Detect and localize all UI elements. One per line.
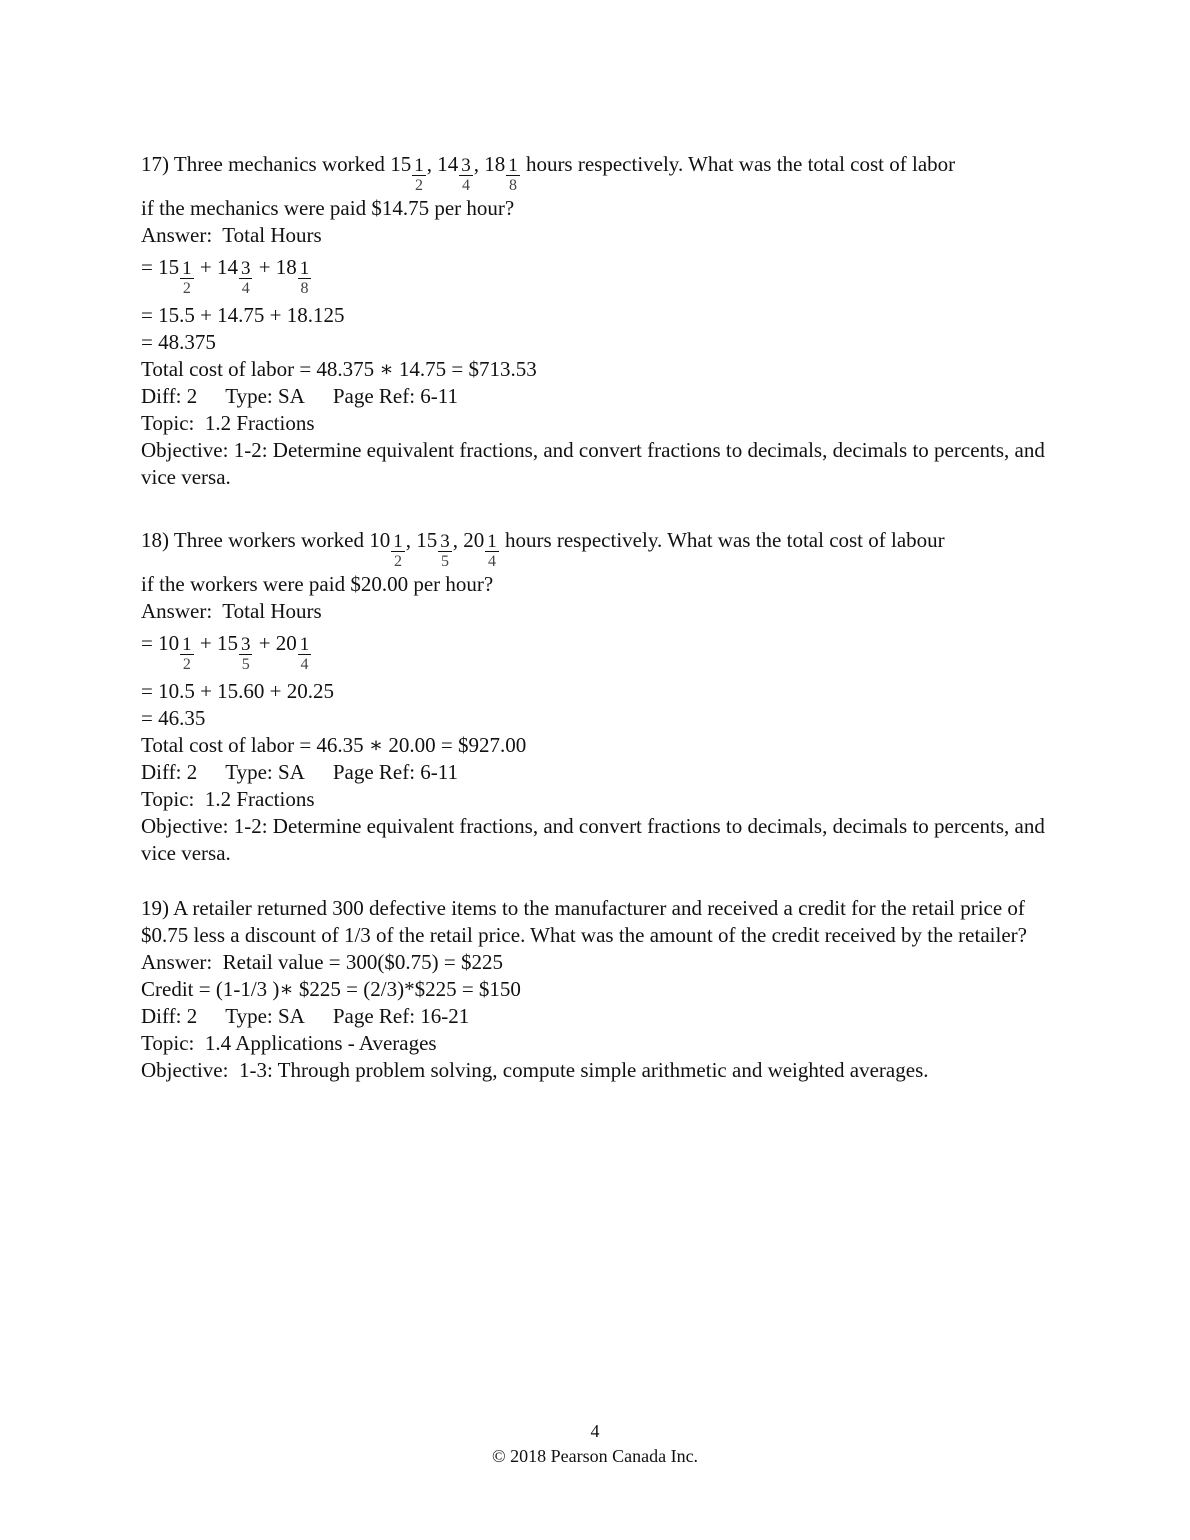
objective-line: Objective: 1-3: Through problem solving, compute simple arithmetic and weighted averages. [141,1058,929,1082]
answer-line: Answer: Retail value = 300($0.75) = $225 [141,950,503,974]
step-cost: Total cost of labor = 48.375 ∗ 14.75 = $713.53 [141,357,537,381]
fraction: $\frac{1}{2}$ [182,634,192,673]
question-17-line2: if the mechanics were paid $14.75 per hour? [141,196,515,220]
fraction: $\frac{1}{4}$ [299,634,310,673]
fraction: $\frac{3}{4}$ [461,155,471,194]
step-total: = 46.35 [141,706,206,730]
fraction: $\frac{1}{2}$ [182,258,192,297]
fraction: $\frac{3}{4}$ [240,258,251,297]
meta-line: Diff: 2 Type: SA Page Ref: 6-11 [141,760,459,784]
question-18 [141,514,1061,867]
objective-line: Objective: 1-2: Determine equivalent fractions, and convert fractions to decimals, decimals to percents, and vice versa. [141,438,1045,489]
question-19-stem: 19) A retailer returned 300 defective items to the manufacturer and received a credit for the retail price of $0.75 less a discount of 1/3 of the retail price. What was the amount of the credit received by the retailer? [141,896,1027,947]
answer-label: Answer: Total Hours [141,599,322,623]
topic-line: Topic: 1.2 Fractions [141,411,315,435]
question-18-line2: if the workers were paid $20.00 per hour? [141,572,494,596]
fraction: $\frac{3}{5}$ [440,531,450,570]
credit-line: Credit = (1-1/3 )∗ $225 = (2/3)*$225 = $150 [141,977,521,1001]
step-decimal: = 15.5 + 14.75 + 18.125 [141,303,345,327]
question-19 [141,895,1056,1084]
step-decimal: = 10.5 + 15.60 + 20.25 [141,679,335,703]
meta-line: Diff: 2 Type: SA Page Ref: 6-11 [141,384,459,408]
question-18-stem: 18) Three workers worked 10 $\frac{1}{2}$ , 15 $\frac{3}{5}$ , 20 $\frac{1}{4}$ hours respectively. What was the total cost of labour [141,527,945,570]
step-total: = 48.375 [141,330,216,354]
fraction: $\frac{1}{8}$ [508,155,518,194]
answer-label: Answer: Total Hours [141,223,322,247]
fraction: $\frac{1}{4}$ [487,531,497,570]
fraction: $\frac{1}{8}$ [299,258,310,297]
question-17-stem: 17) Three mechanics worked 15 $\frac{1}{2}$ , 14 $\frac{3}{4}$ , 18 $\frac{1}{8}$ hours respectively. What was the total cost of labor [141,151,956,194]
page-number: 4 [590,1421,600,1441]
meta-line: Diff: 2 Type: SA Page Ref: 16-21 [141,1004,470,1028]
fraction: $\frac{1}{2}$ [414,155,424,194]
hours-sum-fractions: = 10 $\frac{1}{2}$ + 15 $\frac{3}{5}$ + 20 $\frac{1}{4}$ [141,630,310,673]
objective-line: Objective: 1-2: Determine equivalent fractions, and convert fractions to decimals, decimals to percents, and vice versa. [141,814,1045,865]
fraction: $\frac{1}{2}$ [393,531,403,570]
step-cost: Total cost of labor = 46.35 ∗ 20.00 = $927.00 [141,733,527,757]
topic-line: Topic: 1.4 Applications - Averages [141,1031,437,1055]
topic-line: Topic: 1.2 Fractions [141,787,315,811]
copyright: © 2018 Pearson Canada Inc. [491,1446,699,1466]
fraction: $\frac{3}{5}$ [240,634,251,673]
question-17 [141,138,1061,491]
hours-sum-fractions: = 15 $\frac{1}{2}$ + 14 $\frac{3}{4}$ + 18 $\frac{1}{8}$ [141,254,310,297]
